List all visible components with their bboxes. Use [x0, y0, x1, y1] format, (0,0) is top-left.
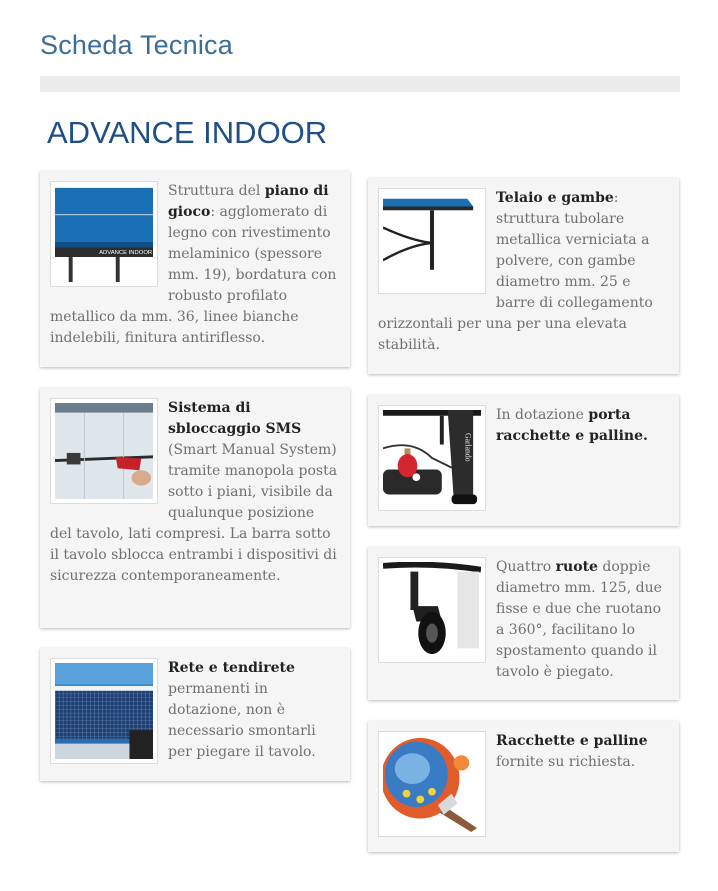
- card-lead: In dotazione: [496, 407, 589, 423]
- wheel-image: [378, 557, 486, 663]
- product-title: ADVANCE INDOOR: [47, 115, 328, 150]
- card-telaio-e-gambe: [368, 178, 679, 374]
- page-title: Scheda Tecnica: [40, 30, 233, 60]
- racket-holder-image: [378, 405, 486, 511]
- title-divider-bar: [40, 76, 680, 92]
- card-text: fornite su richiesta.: [496, 754, 636, 770]
- card-piano-di-gioco: [40, 171, 350, 367]
- card-text: doppie diametro mm. 125, due fisse e due che ruotano a 360°, facilitano lo spostamento quando il tavolo è piegato.: [496, 559, 662, 680]
- card-ruote: [368, 547, 679, 700]
- holder-image-label: Garlando: [463, 433, 473, 462]
- card-bold: porta racchette e palline.: [496, 407, 648, 444]
- card-bold: Rete e tendirete: [168, 660, 295, 676]
- card-bold: Racchette e palline: [496, 733, 648, 749]
- table-image-label: ADVANCE INDOOR: [99, 250, 153, 257]
- card-text: permanenti in dotazione, non è necessario smontarli per piegare il tavolo.: [168, 681, 316, 760]
- card-bold: Telaio e gambe: [496, 190, 614, 206]
- locking-system-image: [50, 398, 158, 504]
- card-sistema-sbloccaggio: [40, 388, 350, 628]
- card-bold: piano di gioco: [168, 183, 329, 220]
- card-text: : struttura tubolare metallica verniciata a polvere, con gambe diametro mm. 25 e barre di collegamento orizzontali per una per una elevata stabilità.: [378, 190, 653, 353]
- card-bold: ruote: [555, 559, 598, 575]
- card-porta-racchette: [368, 395, 679, 526]
- table-top-image: [50, 181, 158, 287]
- rackets-image: [378, 731, 486, 837]
- frame-legs-image: [378, 188, 486, 294]
- net-image: [50, 658, 158, 764]
- card-text: : agglomerato di legno con rivestimento melaminico (spessore mm. 19), bordatura con robusto profilato metallico da mm. 36, linee bianche indelebili, finitura antiriflesso.: [50, 204, 337, 346]
- card-bold: Sistema di sbloccaggio SMS: [168, 400, 302, 437]
- card-lead: Quattro: [496, 559, 556, 575]
- card-lead: Struttura del: [168, 183, 265, 199]
- card-rete-e-tendirete: [40, 648, 350, 781]
- card-racchette-e-palline: [368, 721, 679, 852]
- card-text: (Smart Manual System) tramite manopola posta sotto i piani, visibile da qualunque posizione del tavolo, lati compresi. La barra sotto il tavolo sblocca entrambi i dispositivi di sicurezza contemporaneamente.: [50, 442, 338, 584]
